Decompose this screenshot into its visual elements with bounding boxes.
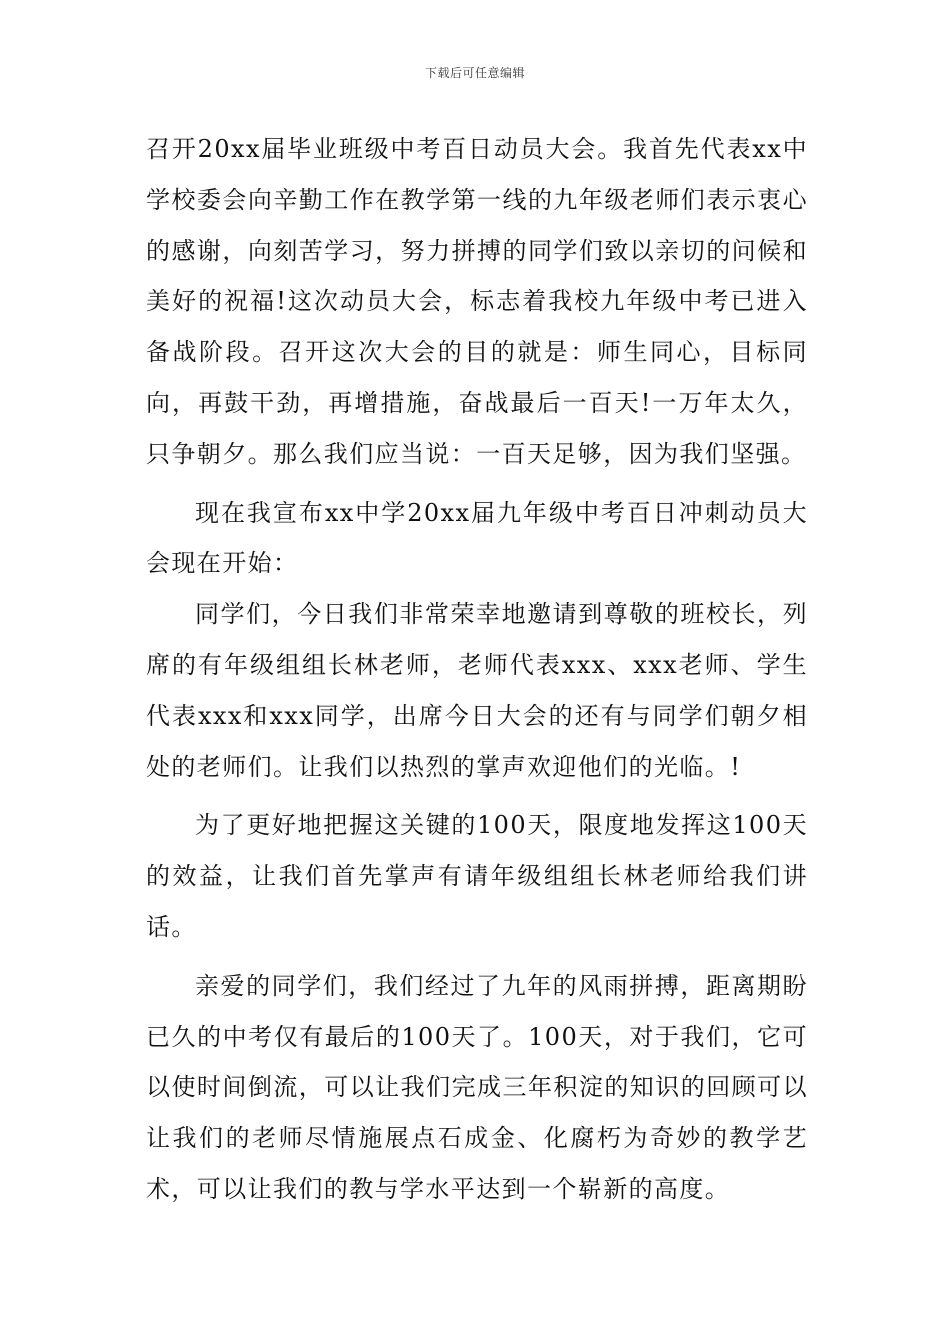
paragraph-announcement: 现在我宣布xx中学20xx届九年级中考百日冲刺动员大会现在开始： [146, 498, 808, 578]
paragraph-opening: 召开20xx届毕业班级中考百日动员大会。我首先代表xx中学校委会向辛勤工作在教学第一线的九年级老师们表示衷心的感谢，向刻苦学习，努力拼搏的同学们致以亲切的问候和美好的祝福!这次动员大会，标志着我校九年级中考已进入备战阶段。召开这次大会的目的就是：师生同心，目标同向，再鼓干劲，再增措施，奋战最后一百天!一万年太久，只争朝夕。那么我们应当说：一百天足够，因为我们坚强。 [146, 135, 808, 468]
paragraph-guests: 同学们，今日我们非常荣幸地邀请到尊敬的班校长，列席的有年级组组长林老师，老师代表xxx、xxx老师、学生代表xxx和xxx同学，出席今日大会的还有与同学们朝夕相处的老师们。让我们以热烈的掌声欢迎他们的光临。! [146, 600, 808, 781]
paragraph-speech: 亲爱的同学们，我们经过了九年的风雨拼搏，距离期盼已久的中考仅有最后的100天了。100天，对于我们，它可以使时间倒流，可以让我们完成三年积淀的知识的回顾可以让我们的老师尽情施展点石成金、化腐朽为奇妙的教学艺术，可以让我们的教与学水平达到一个崭新的高度。 [146, 971, 808, 1203]
document-body [146, 124, 808, 1215]
page-header-note: 下载后可任意编辑 [424, 66, 525, 80]
paragraph-invite-speaker: 为了更好地把握这关键的100天，限度地发挥这100天的效益，让我们首先掌声有请年级组组长林老师给我们讲话。 [146, 811, 808, 941]
